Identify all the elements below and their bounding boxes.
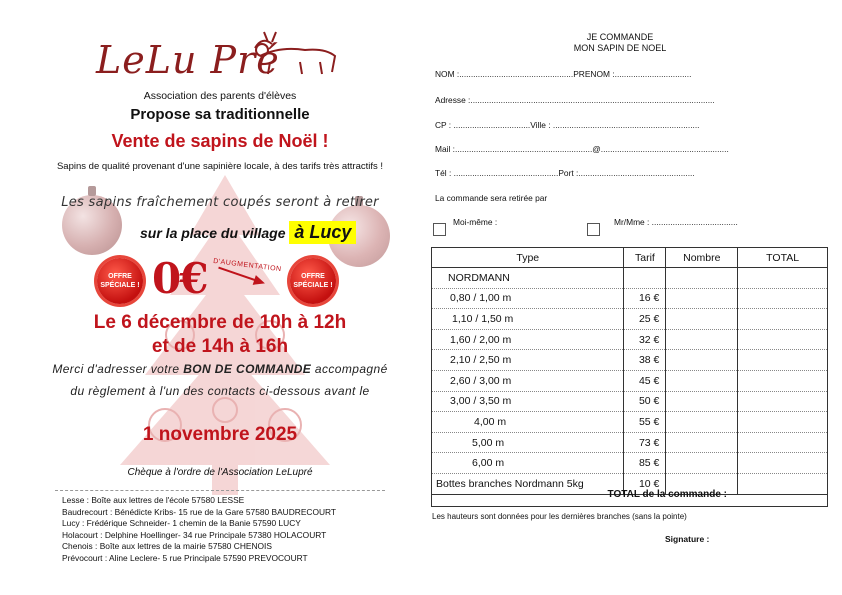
total-cell[interactable] [738,391,828,412]
order-total-row [431,485,828,507]
date-line-2: et de 14h à 16h [151,336,289,357]
tarif-cell [624,268,666,289]
pickup-other-checkbox[interactable] [587,223,600,236]
total-cell[interactable] [738,412,828,433]
association-line: Association des parents d'élèves [143,90,297,102]
address-field[interactable]: Adresse :......................................................................................................... [435,95,715,105]
nombre-cell[interactable] [666,412,738,433]
table-row [432,288,828,309]
order-total-label: TOTAL de la commande : [607,489,727,500]
contact-item: Holacourt : Delphine Hoellinger- 34 rue Principale 57380 HOLACOURT [62,529,327,540]
propose-line: Propose sa traditionnelle [130,106,310,123]
table-row [432,412,828,433]
type-cell: NORDMANN [432,268,624,289]
tarif-cell: 32 € [624,329,666,350]
offer-badge-right: OFFRE SPÉCIALE ! [290,258,336,304]
tarif-cell: 55 € [624,412,666,433]
logo-text: LeLu Pré [96,38,280,82]
type-cell: 2,60 / 3,00 m [432,370,624,391]
contact-item: Lesse : Boîte aux lettres de l'école 57580 LESSE [62,495,245,505]
height-note: Les hauteurs sont données pour les dernières branches (sans la pointe) [432,512,687,521]
cheque-line: Chèque à l'ordre de l'Association LeLupré [127,467,313,478]
col-type: Type [432,248,624,268]
tarif-cell: 45 € [624,370,666,391]
form-title-line2: MON SAPIN DE NOEL [573,43,667,53]
type-cell: 0,80 / 1,00 m [432,288,624,309]
type-cell: 4,00 m [432,412,624,433]
cow-logo-icon [250,28,350,78]
zero-euro: 0€ [152,254,207,303]
form-title-line1: JE COMMANDE [586,32,654,42]
order-table [431,247,828,495]
col-total: TOTAL [738,248,828,268]
nombre-cell[interactable] [666,350,738,371]
total-cell[interactable] [738,268,828,289]
nombre-cell[interactable] [666,329,738,350]
total-cell[interactable] [738,288,828,309]
tarif-cell: 73 € [624,432,666,453]
quality-line: Sapins de qualité provenant d'une sapinière locale, à des tarifs très attractifs ! [56,161,384,172]
deadline-date: 1 novembre 2025 [142,424,298,445]
table-row [432,432,828,453]
name-field[interactable]: NOM :.................................................PRENOM :................................. [435,69,692,79]
type-cell: 1,10 / 1,50 m [432,309,624,330]
pickup-line: Les sapins fraîchement coupés seront à retirer [61,195,379,210]
pickup-other-field[interactable]: Mr/Mme : ..................................... [614,217,738,227]
tarif-cell: 38 € [624,350,666,371]
table-row [432,370,828,391]
tarif-cell: 85 € [624,453,666,474]
merci-bold: BON DE COMMANDE [183,362,312,376]
type-cell: 6,00 m [432,453,624,474]
type-cell: 3,00 / 3,50 m [432,391,624,412]
nombre-cell[interactable] [666,309,738,330]
tarif-cell: 25 € [624,309,666,330]
postcode-city-field[interactable]: CP : .................................Ville : ............................................................... [435,120,700,130]
tarif-cell: 16 € [624,288,666,309]
tarif-cell: 50 € [624,391,666,412]
nombre-cell[interactable] [666,432,738,453]
table-row [432,309,828,330]
nombre-cell[interactable] [666,288,738,309]
total-cell[interactable] [738,329,828,350]
total-cell[interactable] [738,453,828,474]
place-text: sur la place du village [140,225,286,241]
pickup-place [140,221,356,244]
form-title [550,32,690,54]
contact-item: Chenois : Boîte aux lettres de la mairie 57580 CHENOIS [62,541,272,551]
contact-item: Lucy : Frédérique Schneider- 1 chemin de la Banie 57590 LUCY [62,518,301,528]
table-row [432,391,828,412]
table-row [432,350,828,371]
type-cell: 5,00 m [432,432,624,453]
nombre-cell[interactable] [666,453,738,474]
table-row [432,329,828,350]
total-cell[interactable] [738,350,828,371]
contact-item: Prévocourt : Aline Leclere- 5 rue Principale 57590 PREVOCOURT [62,552,308,563]
augmentation-text: D'AUGMENTATION [212,257,282,274]
col-tarif: Tarif [624,248,666,268]
total-cell[interactable] [738,370,828,391]
contacts-list [62,495,336,564]
col-nombre: Nombre [666,248,738,268]
contact-item: Baudrecourt : Bénédicte Kribs- 15 rue de la Gare 57580 BAUDRECOURT [62,506,337,517]
order-instruction [0,362,440,376]
nombre-cell[interactable] [666,391,738,412]
tarif-cell: 10 € [624,473,666,494]
signature-field[interactable]: Signature : [665,534,710,544]
merci-after: accompagné [311,362,388,376]
place-lucy-highlight: à Lucy [289,221,356,244]
type-cell: 1,60 / 2,00 m [432,329,624,350]
table-row [432,268,828,289]
phone-field[interactable]: Tél : .............................................Port :.................................................. [435,168,695,178]
payment-instruction: du règlement à l'un des contacts ci-dessous avant le [70,384,370,398]
sale-title: Vente de sapins de Noël ! [111,131,329,151]
email-field[interactable]: Mail :...........................................................@....................................................... [435,144,729,154]
table-row [432,453,828,474]
pickup-by-label: La commande sera retirée par [435,193,548,203]
merci-text: Merci d'adresser votre [52,362,184,376]
date-line-1: Le 6 décembre de 10h à 12h [93,312,347,333]
type-cell: 2,10 / 2,50 m [432,350,624,371]
nombre-cell[interactable] [666,268,738,289]
type-cell: Bottes branches Nordmann 5kg [432,473,624,494]
total-cell[interactable] [738,432,828,453]
table-header-row [432,248,828,268]
divider [55,490,385,491]
pickup-self-label: Moi-même : [453,217,498,227]
total-cell[interactable] [738,309,828,330]
pickup-self-checkbox[interactable] [433,223,446,236]
offer-badge-left: OFFRE SPÉCIALE ! [97,258,143,304]
nombre-cell[interactable] [666,370,738,391]
